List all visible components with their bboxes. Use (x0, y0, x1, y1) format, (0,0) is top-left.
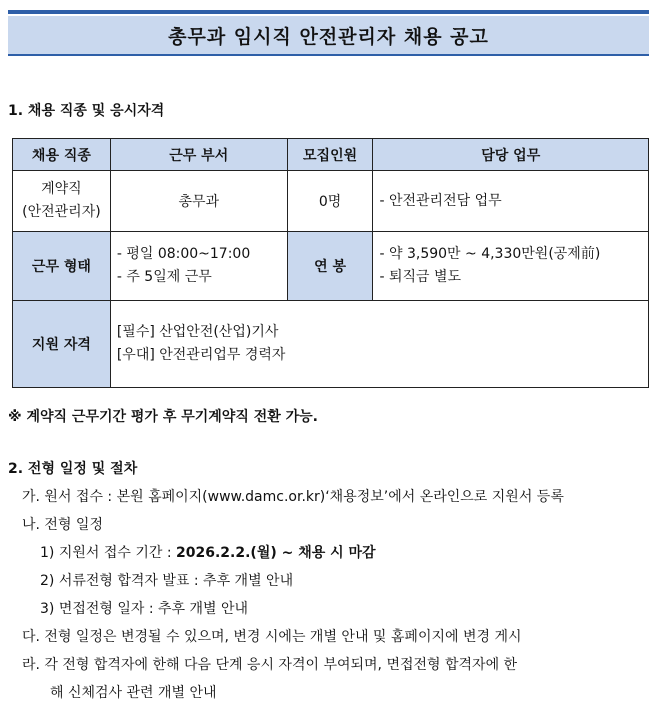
table-row (13, 232, 649, 301)
schedule-step-1 (40, 542, 376, 562)
schedule-step-2: 2) 서류전형 합격자 발표 : 추후 개별 안내 (40, 573, 294, 589)
job-type-line2: (안전관리자) (22, 204, 101, 220)
header-duty: 담당 업무 (373, 139, 649, 171)
schedule-step-3: 3) 면접전형 일자 : 추후 개별 안내 (40, 601, 249, 617)
page-title: 총무과 임시직 안전관리자 채용 공고 (168, 25, 489, 48)
section2-heading: 2. 전형 일정 및 절차 (8, 461, 138, 477)
header-headcount: 모집인원 (287, 139, 373, 171)
procedure-item-ra-cont: 해 신체검사 관련 개별 안내 (50, 685, 217, 701)
procedure-item-na: 나. 전형 일정 (22, 517, 103, 533)
table-row (13, 171, 649, 232)
qualification-cell (110, 301, 648, 388)
procedure-item-ga: 가. 원서 접수 : 본원 홈페이지(www.damc.or.kr)‘채용정보’에서 온라인으로 지원서 등록 (22, 489, 564, 505)
salary-label: 연 봉 (287, 232, 373, 301)
application-period: 2026.2.2.(월) ~ 채용 시 마감 (176, 545, 376, 561)
header-job-type: 채용 직종 (13, 139, 111, 171)
section1-heading: 1. 채용 직종 및 응시자격 (8, 103, 165, 119)
procedure-item-ra: 라. 각 전형 합격자에 한해 다음 단계 응시 자격이 부여되며, 면접전형 합격자에 한 (22, 657, 518, 673)
table-header-row (13, 139, 649, 171)
work-type-cell (110, 232, 287, 301)
job-table (12, 138, 649, 388)
title-bottom-rule (8, 54, 649, 56)
procedure-item-da: 다. 전형 일정은 변경될 수 있으며, 변경 시에는 개별 안내 및 홈페이지에 변경 게시 (22, 629, 522, 645)
title-box (8, 16, 649, 54)
duty-cell: - 안전관리전담 업무 (373, 171, 649, 232)
work-type-line: - 주 5일제 근무 (116, 269, 212, 285)
salary-line: - 퇴직금 별도 (379, 269, 462, 285)
work-type-line: - 평일 08:00~17:00 (116, 246, 251, 262)
qualification-label: 지원 자격 (13, 301, 111, 388)
qualification-line: [필수] 산업안전(산업)기사 (116, 324, 279, 340)
title-top-rule (8, 10, 649, 14)
table-row (13, 301, 649, 388)
conversion-note: ※ 계약직 근무기간 평가 후 무기계약직 전환 가능. (8, 409, 319, 425)
work-type-label: 근무 형태 (13, 232, 111, 301)
schedule-step-1-label: 1) 지원서 접수 기간 : (40, 545, 177, 561)
job-type-line1: 계약직 (41, 181, 82, 197)
qualification-line: [우대] 안전관리업무 경력자 (116, 347, 286, 363)
job-type-cell (13, 171, 111, 232)
headcount-cell: 0명 (287, 171, 373, 232)
title-banner (8, 10, 649, 56)
department-cell: 총무과 (110, 171, 287, 232)
header-department: 근무 부서 (110, 139, 287, 171)
salary-line: - 약 3,590만 ~ 4,330만원(공제前) (379, 246, 601, 262)
salary-cell (373, 232, 649, 301)
